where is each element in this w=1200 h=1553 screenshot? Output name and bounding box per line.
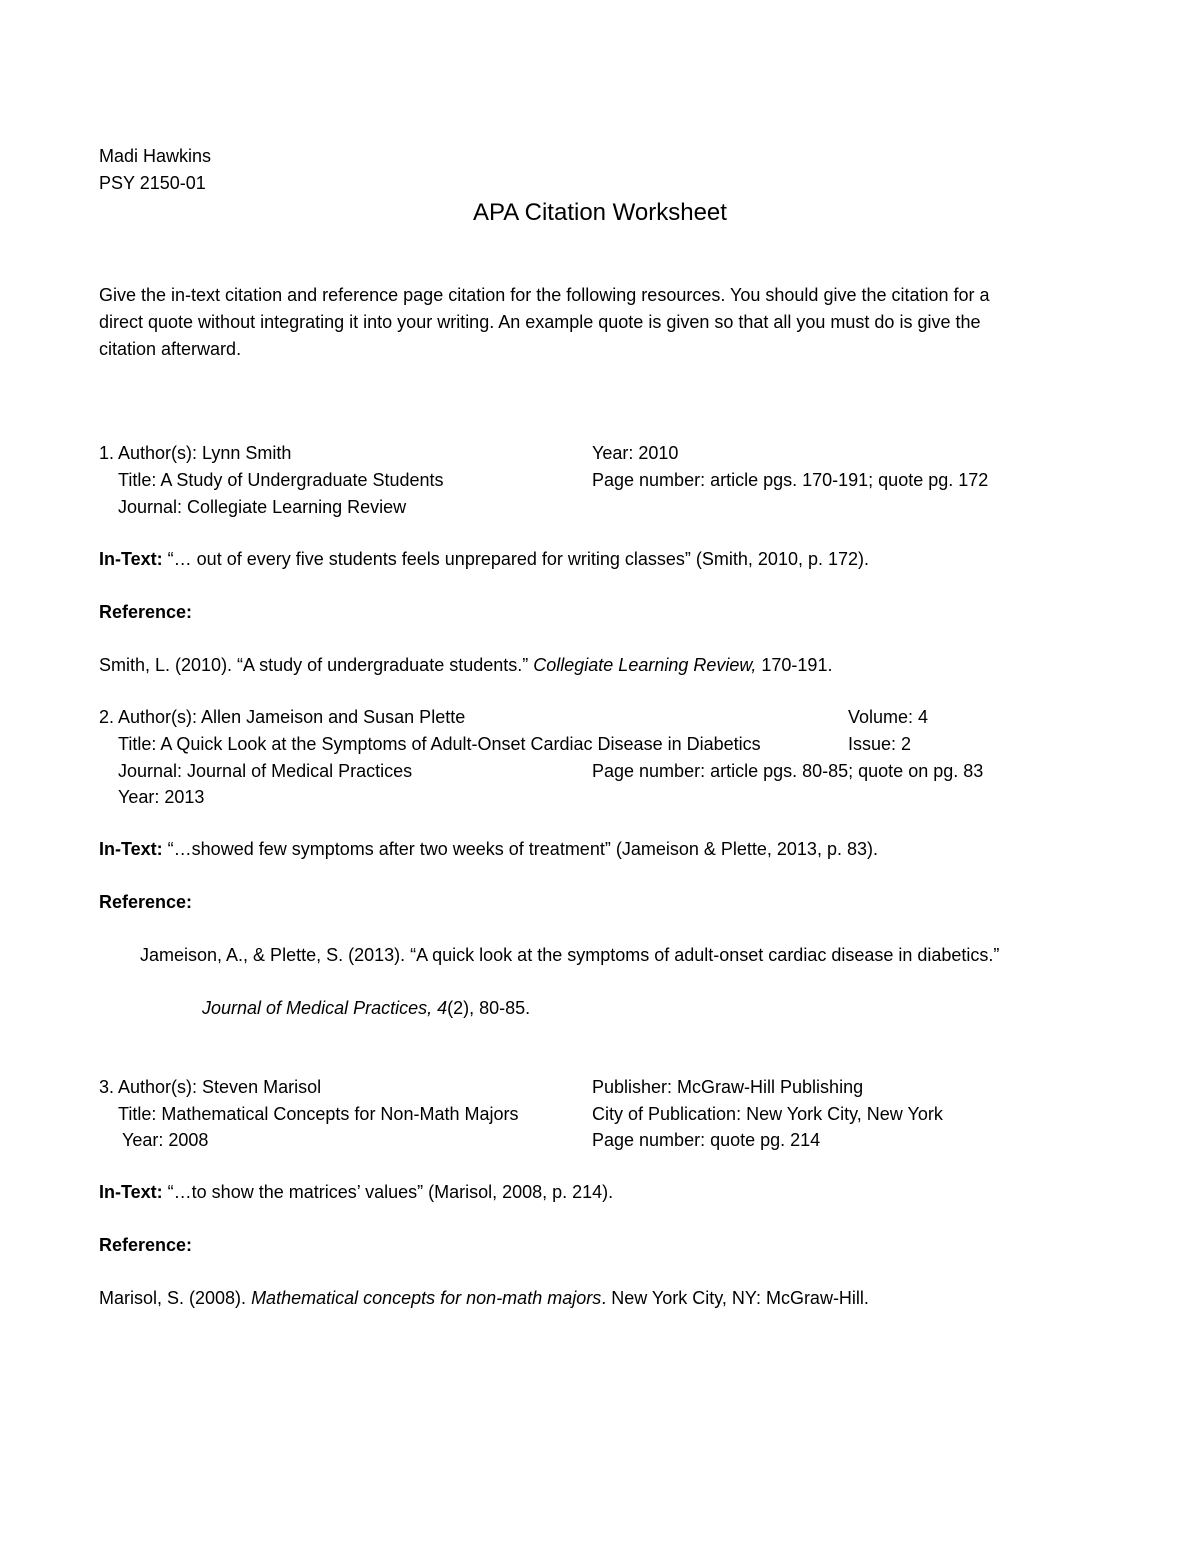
item1-reference <box>99 654 832 676</box>
item1-journal: Journal: Collegiate Learning Review <box>118 497 407 517</box>
item1-reference-label: Reference: <box>99 602 193 622</box>
item2-pages: Page number: article pgs. 80-85; quote on pg. 83 <box>592 761 984 781</box>
item2-journal: Journal: Journal of Medical Practices <box>118 761 413 781</box>
reference-journal: Journal of Medical Practices, 4 <box>202 998 448 1018</box>
reference-issue-pages: (2), 80-85. <box>447 998 531 1018</box>
author-name: Madi Hawkins <box>99 146 212 166</box>
item1-year: Year: 2010 <box>592 443 679 463</box>
item2-issue: Issue: 2 <box>848 734 912 754</box>
item2-reference-line2 <box>202 997 530 1019</box>
item2-authors: 2. Author(s): Allen Jameison and Susan Plette <box>99 707 466 727</box>
instructions-line: citation afterward. <box>99 339 242 359</box>
item1-intext <box>99 548 869 570</box>
item2-title: Title: A Quick Look at the Symptoms of Adult-Onset Cardiac Disease in Diabetics <box>118 734 761 754</box>
item2-volume: Volume: 4 <box>848 707 929 727</box>
item3-city: City of Publication: New York City, New York <box>592 1104 943 1124</box>
reference-journal: Collegiate Learning Review, <box>533 655 757 675</box>
reference-book-title: Mathematical concepts for non-math majors <box>251 1288 602 1308</box>
item3-reference-label: Reference: <box>99 1235 193 1255</box>
instructions-line: Give the in-text citation and reference page citation for the following resources. You should give the citation for a <box>99 285 990 305</box>
item2-intext <box>99 838 878 860</box>
page-title: APA Citation Worksheet <box>473 199 727 226</box>
intext-label: In-Text: <box>99 1182 163 1202</box>
reference-publisher: . New York City, NY: McGraw-Hill. <box>601 1288 869 1308</box>
intext-citation: “…to show the matrices’ values” (Marisol, 2008, p. 214). <box>162 1182 614 1202</box>
item1-title: Title: A Study of Undergraduate Students <box>118 470 444 490</box>
item1-authors: 1. Author(s): Lynn Smith <box>99 443 292 463</box>
reference-text: Smith, L. (2010). “A study of undergraduate students.” <box>99 655 534 675</box>
item2-year: Year: 2013 <box>118 787 205 807</box>
intext-citation: “…showed few symptoms after two weeks of treatment” (Jameison & Plette, 2013, p. 83). <box>162 839 878 859</box>
reference-text: Marisol, S. (2008). <box>99 1288 252 1308</box>
item2-reference-line1: Jameison, A., & Plette, S. (2013). “A quick look at the symptoms of adult-onset cardiac disease in diabetics.” <box>140 945 1000 965</box>
item3-title: Title: Mathematical Concepts for Non-Math Majors <box>118 1104 519 1124</box>
instructions-line: direct quote without integrating it into your writing. An example quote is given so that all you must do is give the <box>99 312 981 332</box>
item3-year: Year: 2008 <box>122 1130 209 1150</box>
item3-authors: 3. Author(s): Steven Marisol <box>99 1077 322 1097</box>
item1-pages: Page number: article pgs. 170-191; quote pg. 172 <box>592 470 989 490</box>
item3-pages: Page number: quote pg. 214 <box>592 1130 821 1150</box>
item3-reference <box>99 1287 869 1309</box>
item3-publisher: Publisher: McGraw-Hill Publishing <box>592 1077 864 1097</box>
intext-label: In-Text: <box>99 839 163 859</box>
reference-pages: 170-191. <box>756 655 833 675</box>
intext-citation: “… out of every five students feels unprepared for writing classes” (Smith, 2010, p. 172). <box>162 549 870 569</box>
item3-intext <box>99 1181 613 1203</box>
intext-label: In-Text: <box>99 549 163 569</box>
course-code: PSY 2150-01 <box>99 173 206 193</box>
item2-reference-label: Reference: <box>99 892 193 912</box>
